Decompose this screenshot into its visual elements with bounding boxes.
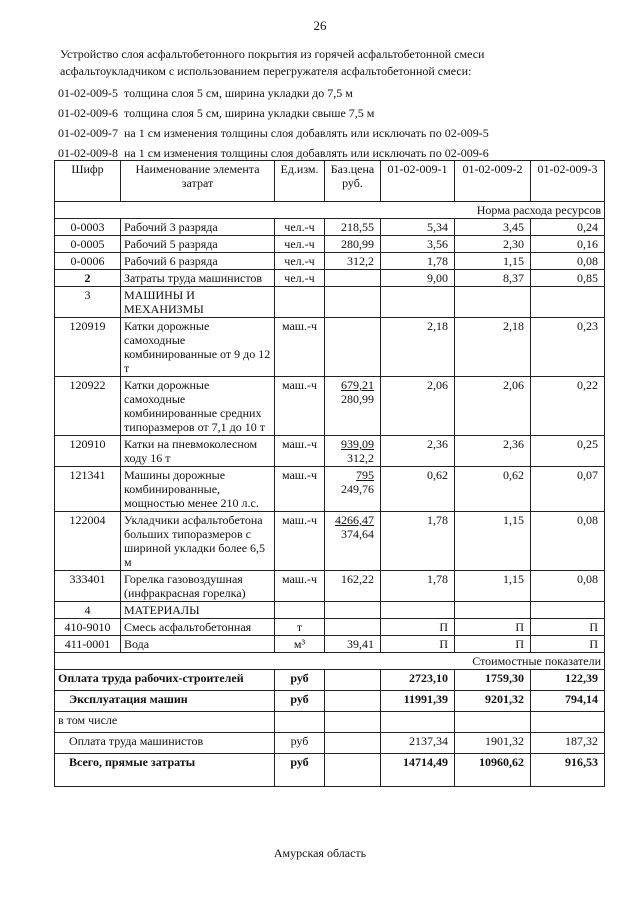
row-name: Затраты труда машинистов [121, 270, 275, 287]
cost-note: Стоимостные показатели [55, 653, 605, 670]
header-col1: 01-02-009-1 [381, 161, 455, 202]
row-name: Смесь асфальтобетонная [121, 619, 275, 636]
row-value-1: 1,78 [381, 253, 455, 270]
price-top: 939,09 [341, 437, 374, 451]
price-bottom: 249,76 [341, 482, 374, 496]
row-code: 0-0005 [55, 236, 121, 253]
header-name: Наименование элемента затрат [121, 161, 275, 202]
row-name: Рабочий 3 разряда [121, 219, 275, 236]
section-row-materials [55, 602, 605, 619]
row-name: Укладчики асфальтобетона больших типоразмеров с шириной укладки более 6,5 м [121, 512, 275, 571]
table-row [55, 436, 605, 467]
code-id: 01-02-009-5 [58, 86, 118, 100]
page-number: 26 [313, 18, 327, 33]
code-id: 01-02-009-6 [58, 106, 118, 120]
row-value-2: 0,62 [455, 467, 531, 512]
row-value-1: 5,34 [381, 219, 455, 236]
row-unit: маш.-ч [275, 467, 325, 512]
row-price: 280,99 [325, 236, 381, 253]
row-value-3: П [531, 619, 605, 636]
row-name: Вода [121, 636, 275, 653]
row-name: Машины дорожные комбинированные, мощностью менее 210 л.с. [121, 467, 275, 512]
row-price: 312,2 [325, 253, 381, 270]
row-code: 120922 [55, 377, 121, 436]
summary-value-3: 916,53 [531, 754, 605, 787]
table-row [55, 253, 605, 270]
price-bottom: 374,64 [341, 527, 374, 541]
code-description: толщина слоя 5 см, ширина укладки свыше 7,5 м [124, 106, 375, 120]
code-id: 01-02-009-8 [58, 146, 118, 160]
summary-value-2: 1901,32 [455, 733, 531, 754]
header-price: Баз.цена руб. [325, 161, 381, 202]
header-code: Шифр [55, 161, 121, 202]
row-code: 0-0006 [55, 253, 121, 270]
cost-note-row [55, 653, 605, 670]
row-price: 218,55 [325, 219, 381, 236]
resource-table [54, 160, 605, 787]
row-value-3: 0,07 [531, 467, 605, 512]
norm-note: Норма расхода ресурсов [55, 202, 605, 219]
row-value-2: 8,37 [455, 270, 531, 287]
row-price [325, 436, 381, 467]
summary-value-2: 1759,30 [455, 670, 531, 691]
section-code: 4 [55, 602, 121, 619]
summary-unit: руб [275, 691, 325, 712]
intro-text [60, 46, 620, 80]
row-unit: т [275, 619, 325, 636]
row-unit: маш.-ч [275, 436, 325, 467]
code-description: на 1 см изменения толщины слоя добавлять или исключать по 02-009-6 [124, 146, 489, 160]
section-title: МАШИНЫ И МЕХАНИЗМЫ [121, 287, 275, 318]
summary-label: Оплата труда машинистов [55, 733, 275, 754]
row-value-2: П [455, 619, 531, 636]
row-price [325, 377, 381, 436]
summary-value-3: 122,39 [531, 670, 605, 691]
row-value-2: 2,06 [455, 377, 531, 436]
row-value-3: 0,23 [531, 318, 605, 377]
row-value-3: 0,08 [531, 571, 605, 602]
row-name: Рабочий 5 разряда [121, 236, 275, 253]
code-list [58, 83, 628, 163]
summary-label: Эксплуатация машин [55, 691, 275, 712]
code-description: на 1 см изменения толщины слоя добавлять или исключать по 02-009-5 [124, 126, 489, 140]
code-line [58, 83, 628, 103]
row-value-1: 1,78 [381, 571, 455, 602]
table-row [55, 318, 605, 377]
row-unit: чел.-ч [275, 236, 325, 253]
row-value-1: 2,06 [381, 377, 455, 436]
summary-value-2: 9201,32 [455, 691, 531, 712]
row-value-3: П [531, 636, 605, 653]
row-name: Горелка газовоздушная (инфракрасная горелка) [121, 571, 275, 602]
code-description: толщина слоя 5 см, ширина укладки до 7,5 м [124, 86, 353, 100]
row-name: Катки на пневмоколесном ходу 16 т [121, 436, 275, 467]
summary-value-1: 2723,10 [381, 670, 455, 691]
code-line [58, 123, 628, 143]
section-row-machines [55, 287, 605, 318]
row-price [325, 512, 381, 571]
summary-value-1: 14714,49 [381, 754, 455, 787]
summary-row [55, 691, 605, 712]
row-value-1: 0,62 [381, 467, 455, 512]
row-value-2: 2,36 [455, 436, 531, 467]
row-value-3: 0,08 [531, 253, 605, 270]
row-value-3: 0,24 [531, 219, 605, 236]
row-value-1: 2,36 [381, 436, 455, 467]
summary-unit: руб [275, 754, 325, 787]
summary-unit: руб [275, 670, 325, 691]
summary-value-3: 794,14 [531, 691, 605, 712]
code-line [58, 103, 628, 123]
row-code: 120910 [55, 436, 121, 467]
row-value-1: П [381, 636, 455, 653]
row-price [325, 467, 381, 512]
intro-line-2: асфальтоукладчиком с использованием перегружателя асфальтобетонной смеси: [60, 64, 472, 78]
row-value-3: 0,25 [531, 436, 605, 467]
price-bottom: 280,99 [341, 392, 374, 406]
table-row [55, 512, 605, 571]
summary-row [55, 754, 605, 787]
row-value-1: 9,00 [381, 270, 455, 287]
row-price: 39,41 [325, 636, 381, 653]
row-code: 122004 [55, 512, 121, 571]
row-code: 0-0003 [55, 219, 121, 236]
table-row [55, 219, 605, 236]
row-value-3: 0,85 [531, 270, 605, 287]
summary-value-2: 10960,62 [455, 754, 531, 787]
row-value-3: 0,22 [531, 377, 605, 436]
row-value-2: 1,15 [455, 253, 531, 270]
row-code: 410-9010 [55, 619, 121, 636]
row-name: Катки дорожные самоходные комбинированные от 9 до 12 т [121, 318, 275, 377]
table-row [55, 571, 605, 602]
row-code: 120919 [55, 318, 121, 377]
row-code: 411-0001 [55, 636, 121, 653]
row-value-1: П [381, 619, 455, 636]
summary-label: в том числе [55, 712, 275, 733]
summary-value-1: 11991,39 [381, 691, 455, 712]
row-value-2: 1,15 [455, 512, 531, 571]
row-unit: чел.-ч [275, 219, 325, 236]
row-unit: чел.-ч [275, 253, 325, 270]
summary-row [55, 733, 605, 754]
row-value-1: 1,78 [381, 512, 455, 571]
summary-row [55, 670, 605, 691]
row-value-2: 3,45 [455, 219, 531, 236]
summary-label: Оплата труда рабочих-строителей [55, 670, 275, 691]
row-unit: маш.-ч [275, 377, 325, 436]
table-row [55, 467, 605, 512]
row-value-1: 2,18 [381, 318, 455, 377]
summary-value-1: 2137,34 [381, 733, 455, 754]
row-unit: м³ [275, 636, 325, 653]
table-row [55, 619, 605, 636]
row-value-2: 1,15 [455, 571, 531, 602]
price-top: 4266,47 [335, 513, 374, 527]
table-header-row [55, 161, 605, 202]
row-code: 333401 [55, 571, 121, 602]
row-value-3: 0,16 [531, 236, 605, 253]
header-col3: 01-02-009-3 [531, 161, 605, 202]
price-top: 795 [356, 468, 374, 482]
row-unit: маш.-ч [275, 512, 325, 571]
row-value-2: П [455, 636, 531, 653]
price-bottom: 312,2 [347, 451, 374, 465]
table-row [55, 377, 605, 436]
header-col2: 01-02-009-2 [455, 161, 531, 202]
table-row [55, 636, 605, 653]
row-value-2: 2,18 [455, 318, 531, 377]
row-value-1: 3,56 [381, 236, 455, 253]
machinists-row [55, 270, 605, 287]
row-name: Катки дорожные самоходные комбинированные средних типоразмеров от 7,1 до 10 т [121, 377, 275, 436]
summary-label: Всего, прямые затраты [55, 754, 275, 787]
row-unit: маш.-ч [275, 318, 325, 377]
header-unit: Ед.изм. [275, 161, 325, 202]
norm-note-row [55, 202, 605, 219]
row-price: 162,22 [325, 571, 381, 602]
row-name: Рабочий 6 разряда [121, 253, 275, 270]
footer-region: Амурская область [273, 846, 367, 860]
code-id: 01-02-009-7 [58, 126, 118, 140]
summary-row [55, 712, 605, 733]
row-value-2: 2,30 [455, 236, 531, 253]
row-price [325, 318, 381, 377]
price-top: 679,21 [341, 378, 374, 392]
summary-unit: руб [275, 733, 325, 754]
row-value-3: 0,08 [531, 512, 605, 571]
row-code: 2 [55, 270, 121, 287]
row-price [325, 270, 381, 287]
section-title: МАТЕРИАЛЫ [121, 602, 275, 619]
row-unit: маш.-ч [275, 571, 325, 602]
row-unit: чел.-ч [275, 270, 325, 287]
section-code: 3 [55, 287, 121, 318]
row-price [325, 619, 381, 636]
table-row [55, 236, 605, 253]
summary-value-3: 187,32 [531, 733, 605, 754]
intro-line-1: Устройство слоя асфальтобетонного покрытия из горячей асфальтобетонной смеси [60, 47, 485, 61]
row-code: 121341 [55, 467, 121, 512]
